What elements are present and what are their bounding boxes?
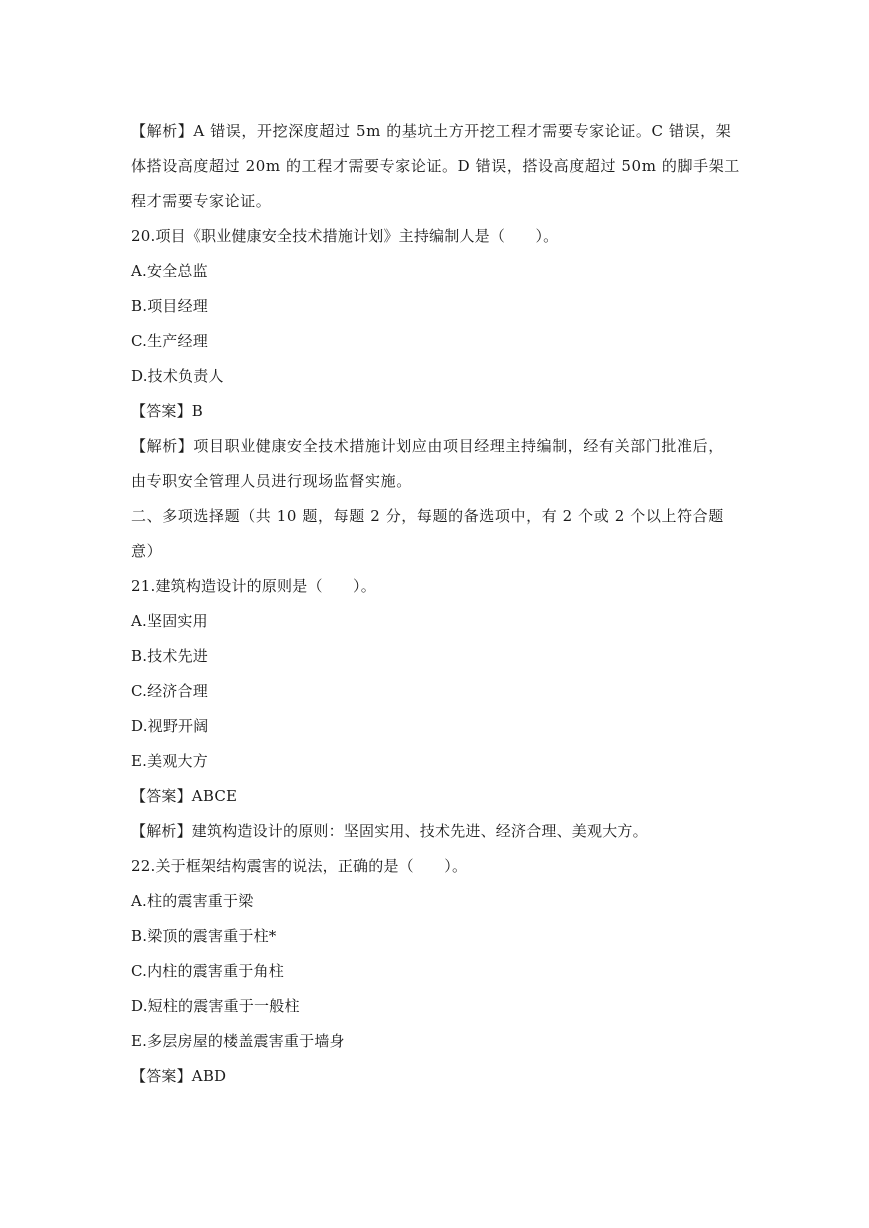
option-c: C.内柱的震害重于角柱: [131, 962, 284, 980]
section-heading-line: 意）: [131, 542, 163, 560]
answer: 【答案】B: [131, 402, 204, 420]
option-d: D.技术负责人: [131, 367, 224, 385]
option-b: B.项目经理: [131, 297, 208, 315]
option-b: B.梁顶的震害重于柱*: [131, 927, 277, 945]
analysis-line: 体搭设高度超过 20m 的工程才需要专家论证。D 错误，搭设高度超过 50m 的脚手架工: [131, 157, 740, 175]
option-a: A.安全总监: [131, 262, 208, 280]
analysis-line: 程才需要专家论证。: [131, 192, 272, 210]
question-22: [131, 849, 743, 1094]
option-c: C.生产经理: [131, 332, 208, 350]
option-a: A.坚固实用: [131, 612, 208, 630]
option-d: D.短柱的震害重于一般柱: [131, 997, 300, 1015]
analysis-line: 由专职安全管理人员进行现场监督实施。: [131, 472, 412, 490]
question-text: 20.项目《职业健康安全技术措施计划》主持编制人是（ ）。: [131, 227, 559, 245]
question-20: [131, 219, 743, 499]
section-heading-line: 二、多项选择题（共 10 题，每题 2 分，每题的备选项中，有 2 个或 2 个以上符合题: [131, 507, 724, 525]
answer: 【答案】ABD: [131, 1067, 227, 1085]
analysis-line: 【解析】A 错误，开挖深度超过 5m 的基坑土方开挖工程才需要专家论证。C 错误，架: [131, 122, 732, 140]
question-text: 22.关于框架结构震害的说法，正确的是（ ）。: [131, 857, 468, 875]
document-page: [131, 114, 743, 1094]
option-b: B.技术先进: [131, 647, 208, 665]
option-e: E.美观大方: [131, 752, 208, 770]
option-e: E.多层房屋的楼盖震害重于墙身: [131, 1032, 345, 1050]
section-heading: [131, 499, 743, 569]
option-d: D.视野开阔: [131, 717, 209, 735]
option-a: A.柱的震害重于梁: [131, 892, 254, 910]
analysis-line: 【解析】建筑构造设计的原则：坚固实用、技术先进、经济合理、美观大方。: [131, 822, 648, 840]
option-c: C.经济合理: [131, 682, 208, 700]
question-text: 21.建筑构造设计的原则是（ ）。: [131, 577, 376, 595]
analysis-line: 【解析】项目职业健康安全技术措施计划应由项目经理主持编制，经有关部门批准后，: [131, 437, 724, 455]
answer: 【答案】ABCE: [131, 787, 238, 805]
q19-analysis: [131, 114, 743, 219]
question-21: [131, 569, 743, 849]
